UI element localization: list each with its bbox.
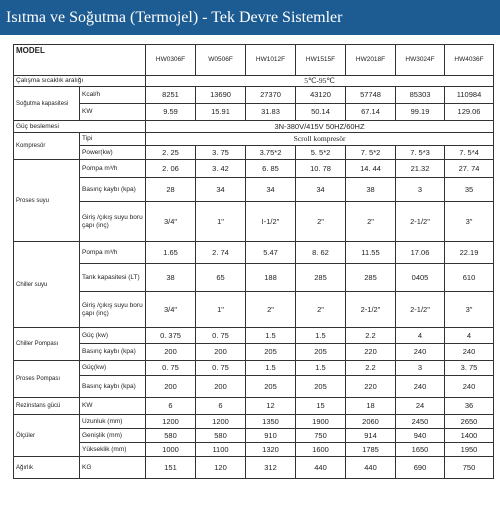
value-cell: 1650 <box>396 443 445 457</box>
value-cell: 610 <box>445 264 494 292</box>
model-name: HW4036F <box>445 45 494 76</box>
value-cell: 2" <box>246 292 296 328</box>
process-pump-category: Proses Pompası <box>14 361 80 398</box>
dimension-row <box>14 443 494 457</box>
model-name: HW1012F <box>246 45 296 76</box>
value-cell: 67.14 <box>346 104 396 121</box>
model-name: W0506F <box>196 45 246 76</box>
value-cell: 36 <box>445 398 494 415</box>
power-supply-label: Güç beslemesi <box>14 121 146 133</box>
value-cell: 1.5 <box>246 361 296 376</box>
value-cell: 1.5 <box>296 361 346 376</box>
row-label: Pompa m³/h <box>80 160 146 178</box>
spec-table <box>13 44 494 479</box>
value-cell: 9.59 <box>146 104 196 121</box>
model-name: HW0306F <box>146 45 196 76</box>
value-cell: 205 <box>246 376 296 398</box>
value-cell: 3. 42 <box>196 160 246 178</box>
process-water-row <box>14 160 494 178</box>
cooling-row <box>14 104 494 121</box>
value-cell: 8. 62 <box>296 242 346 264</box>
dimensions-category: Ölçüler <box>14 415 80 457</box>
value-cell: 34 <box>196 178 246 202</box>
value-cell: 3.75*2 <box>246 146 296 160</box>
value-cell: 200 <box>146 344 196 361</box>
value-cell: 22.19 <box>445 242 494 264</box>
process-pump-row <box>14 361 494 376</box>
power-supply-value: 3N-380V/415V 50HZ/60HZ <box>146 121 494 133</box>
value-cell: 1785 <box>346 443 396 457</box>
value-cell: 38 <box>346 178 396 202</box>
compressor-type-label: Tipi <box>80 133 146 146</box>
process-pump-row <box>14 376 494 398</box>
value-cell: 151 <box>146 457 196 479</box>
value-cell: 31.83 <box>246 104 296 121</box>
value-cell: 18 <box>346 398 396 415</box>
value-cell: 690 <box>396 457 445 479</box>
value-cell: 1200 <box>196 415 246 429</box>
temp-range-label: Çalışma sıcaklık aralığı <box>14 76 146 87</box>
value-cell: 0. 75 <box>196 361 246 376</box>
value-cell: 15 <box>296 398 346 415</box>
value-cell: 200 <box>196 344 246 361</box>
model-name: HW3024F <box>396 45 445 76</box>
heater-row <box>14 398 494 415</box>
model-row <box>14 45 494 76</box>
row-label: Yükseklik (mm) <box>80 443 146 457</box>
value-cell: 285 <box>296 264 346 292</box>
value-cell: 7. 5*3 <box>396 146 445 160</box>
value-cell: 440 <box>296 457 346 479</box>
value-cell: 205 <box>296 344 346 361</box>
page-title: Isıtma ve Soğutma (Termojel) - Tek Devre Sistemler <box>6 9 343 26</box>
value-cell: 1350 <box>246 415 296 429</box>
value-cell: 5. 5*2 <box>296 146 346 160</box>
process-water-category: Proses suyu <box>14 160 80 242</box>
value-cell: 6 <box>196 398 246 415</box>
row-label: Tank kapasitesi (LT) <box>80 264 146 292</box>
temp-range-row <box>14 76 494 87</box>
value-cell: 1320 <box>246 443 296 457</box>
value-cell: 50.14 <box>296 104 346 121</box>
compressor-type-row <box>14 133 494 146</box>
value-cell: 99.19 <box>396 104 445 121</box>
dimension-row <box>14 429 494 443</box>
value-cell: 2" <box>296 202 346 242</box>
value-cell: 28 <box>146 178 196 202</box>
value-cell: 2060 <box>346 415 396 429</box>
chiller-water-category: Chiller suyu <box>14 242 80 328</box>
value-cell: 85303 <box>396 87 445 104</box>
value-cell: 3" <box>445 292 494 328</box>
process-water-row <box>14 178 494 202</box>
value-cell: 1.65 <box>146 242 196 264</box>
compressor-power-label: Power(kw) <box>80 146 146 160</box>
chiller-water-row <box>14 292 494 328</box>
value-cell: 7. 5*4 <box>445 146 494 160</box>
value-cell: 440 <box>346 457 396 479</box>
value-cell: 205 <box>246 344 296 361</box>
value-cell: 580 <box>146 429 196 443</box>
temp-range-value: 5℃-95℃ <box>146 76 494 87</box>
value-cell: 220 <box>346 376 396 398</box>
value-cell: 312 <box>246 457 296 479</box>
value-cell: 5.47 <box>246 242 296 264</box>
row-label: Basınç kaybı (kpa) <box>80 344 146 361</box>
process-water-row <box>14 202 494 242</box>
value-cell: 8251 <box>146 87 196 104</box>
compressor-type-value: Scroll kompresör <box>146 133 494 146</box>
value-cell: 34 <box>246 178 296 202</box>
weight-row <box>14 457 494 479</box>
value-cell: 3 <box>396 178 445 202</box>
value-cell: 910 <box>246 429 296 443</box>
unit-label: Kcal/h <box>80 87 146 104</box>
value-cell: 240 <box>445 344 494 361</box>
value-cell: 2.2 <box>346 328 396 344</box>
value-cell: 10. 78 <box>296 160 346 178</box>
row-label: Basınç kaybı (kpa) <box>80 178 146 202</box>
value-cell: 1400 <box>445 429 494 443</box>
value-cell: 750 <box>296 429 346 443</box>
value-cell: 27370 <box>246 87 296 104</box>
value-cell: 11.55 <box>346 242 396 264</box>
value-cell: 129.06 <box>445 104 494 121</box>
power-supply-row <box>14 121 494 133</box>
value-cell: 4 <box>396 328 445 344</box>
value-cell: 0. 75 <box>196 328 246 344</box>
value-cell: 2650 <box>445 415 494 429</box>
heater-category: Rezinstans gücü <box>14 398 80 415</box>
value-cell: 0405 <box>396 264 445 292</box>
value-cell: 34 <box>296 178 346 202</box>
chiller-water-row <box>14 242 494 264</box>
value-cell: 1" <box>196 202 246 242</box>
model-label: MODEL <box>14 45 146 76</box>
row-label: Uzunluk (mm) <box>80 415 146 429</box>
cooling-category: Soğutma kapasitesi <box>14 87 80 121</box>
value-cell: 4 <box>445 328 494 344</box>
value-cell: 3. 75 <box>445 361 494 376</box>
value-cell: 3. 75 <box>196 146 246 160</box>
value-cell: 15.91 <box>196 104 246 121</box>
value-cell: 220 <box>346 344 396 361</box>
value-cell: 580 <box>196 429 246 443</box>
value-cell: 3" <box>445 202 494 242</box>
unit-label: KW <box>80 398 146 415</box>
row-label: Güç(kw) <box>80 361 146 376</box>
value-cell: I-1/2" <box>246 202 296 242</box>
row-label: Giriş /çıkış suyu boru çapı (inç) <box>80 202 146 242</box>
value-cell: 110984 <box>445 87 494 104</box>
chiller-water-row <box>14 264 494 292</box>
value-cell: 1900 <box>296 415 346 429</box>
value-cell: 3/4" <box>146 202 196 242</box>
value-cell: 6. 85 <box>246 160 296 178</box>
row-label: Genişlik (mm) <box>80 429 146 443</box>
dimension-row <box>14 415 494 429</box>
value-cell: 2. 06 <box>146 160 196 178</box>
unit-label: KG <box>80 457 146 479</box>
value-cell: 2450 <box>396 415 445 429</box>
value-cell: 0. 375 <box>146 328 196 344</box>
value-cell: 1.5 <box>296 328 346 344</box>
value-cell: 17.06 <box>396 242 445 264</box>
value-cell: 240 <box>396 344 445 361</box>
value-cell: 3 <box>396 361 445 376</box>
value-cell: 240 <box>396 376 445 398</box>
row-label: Basınç kaybı (kpa) <box>80 376 146 398</box>
value-cell: 2-1/2" <box>396 202 445 242</box>
value-cell: 0. 75 <box>146 361 196 376</box>
value-cell: 200 <box>146 376 196 398</box>
value-cell: 914 <box>346 429 396 443</box>
value-cell: 285 <box>346 264 396 292</box>
title-bar <box>0 0 500 35</box>
compressor-category: Kompresör <box>14 133 80 160</box>
value-cell: 27. 74 <box>445 160 494 178</box>
value-cell: 1950 <box>445 443 494 457</box>
value-cell: 1200 <box>146 415 196 429</box>
value-cell: 24 <box>396 398 445 415</box>
value-cell: 1600 <box>296 443 346 457</box>
value-cell: 14. 44 <box>346 160 396 178</box>
model-name: HW2018F <box>346 45 396 76</box>
value-cell: 43120 <box>296 87 346 104</box>
row-label: Pompa m³/h <box>80 242 146 264</box>
value-cell: 7. 5*2 <box>346 146 396 160</box>
value-cell: 2" <box>296 292 346 328</box>
value-cell: 12 <box>246 398 296 415</box>
value-cell: 200 <box>196 376 246 398</box>
value-cell: 2. 25 <box>146 146 196 160</box>
value-cell: 2. 74 <box>196 242 246 264</box>
unit-label: KW <box>80 104 146 121</box>
chiller-pump-category: Chiller Pompası <box>14 328 80 361</box>
value-cell: 1.5 <box>246 328 296 344</box>
row-label: Güç (kw) <box>80 328 146 344</box>
value-cell: 750 <box>445 457 494 479</box>
compressor-power-row <box>14 146 494 160</box>
value-cell: 13690 <box>196 87 246 104</box>
value-cell: 1100 <box>196 443 246 457</box>
value-cell: 57748 <box>346 87 396 104</box>
value-cell: 1" <box>196 292 246 328</box>
value-cell: 65 <box>196 264 246 292</box>
value-cell: 2-1/2" <box>346 292 396 328</box>
value-cell: 38 <box>146 264 196 292</box>
weight-category: Ağırlık <box>14 457 80 479</box>
value-cell: 21.32 <box>396 160 445 178</box>
value-cell: 240 <box>445 376 494 398</box>
value-cell: 188 <box>246 264 296 292</box>
value-cell: 35 <box>445 178 494 202</box>
value-cell: 3/4" <box>146 292 196 328</box>
value-cell: 1000 <box>146 443 196 457</box>
model-name: HW1515F <box>296 45 346 76</box>
row-label: Giriş /çıkış suyu boru çapı (inç) <box>80 292 146 328</box>
value-cell: 120 <box>196 457 246 479</box>
value-cell: 2-1/2" <box>396 292 445 328</box>
cooling-row <box>14 87 494 104</box>
chiller-pump-row <box>14 328 494 344</box>
value-cell: 940 <box>396 429 445 443</box>
value-cell: 2" <box>346 202 396 242</box>
value-cell: 2.2 <box>346 361 396 376</box>
value-cell: 6 <box>146 398 196 415</box>
value-cell: 205 <box>296 376 346 398</box>
chiller-pump-row <box>14 344 494 361</box>
